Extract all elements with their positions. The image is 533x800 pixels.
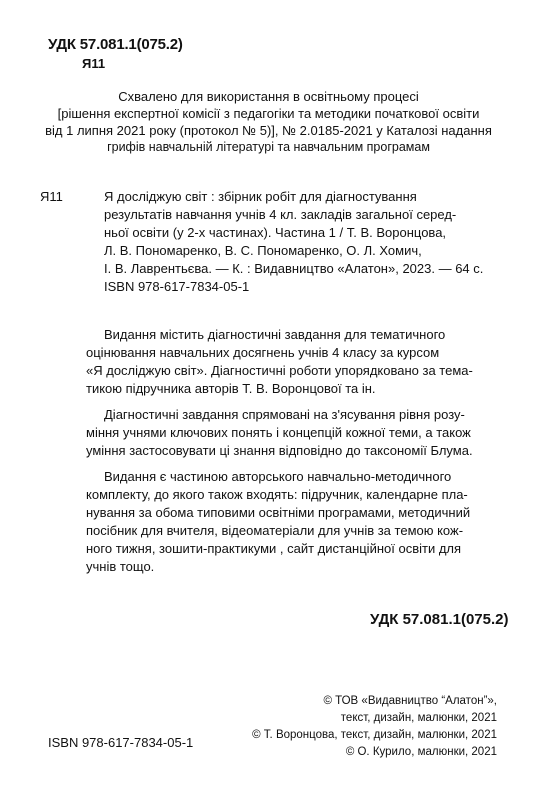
approval-notice — [40, 88, 497, 156]
abstract-paragraph — [86, 468, 500, 576]
udk-code-top: УДК 57.081.1(075.2) — [48, 36, 183, 53]
abstract-line: посібник для вчителя, відеоматеріали для учнів за темою кож- — [86, 523, 464, 538]
biblio-index: Я11 — [40, 189, 63, 204]
abstract-paragraph — [86, 406, 500, 460]
biblio-isbn: ISBN 978-617-7834-05-1 — [104, 279, 250, 294]
abstract-paragraph — [86, 326, 500, 398]
biblio-line: результатів навчання учнів 4 кл. закладів загальної серед- — [104, 207, 457, 222]
abstract-line: нування за обома типовими освітніми програмами, методичний — [86, 505, 471, 520]
abstract-line: Видання є частиною авторського навчально-методичного — [104, 469, 452, 484]
copyright-line: © ТОВ «Видавництво “Алатон”», — [323, 695, 497, 707]
isbn-bottom: ISBN 978-617-7834-05-1 — [48, 735, 194, 750]
biblio-description — [104, 188, 500, 296]
copyright-block — [252, 693, 497, 761]
approval-line: грифів навчальній літературі та навчальним програмам — [107, 140, 430, 154]
copyright-line: © Т. Воронцова, текст, дизайн, малюнки, 2021 — [252, 729, 497, 741]
biblio-line: Я досліджую світ : збірник робіт для діагностування — [104, 189, 417, 204]
abstract-line: міння учнями ключових понять і концепцій кожної теми, а також — [86, 425, 471, 440]
approval-line: від 1 липня 2021 року (протокол № 5)], № 2.0185-2021 у Каталозі надання — [45, 123, 492, 138]
bibliographic-record — [40, 188, 500, 296]
abstract-line: Видання містить діагностичні завдання для тематичного — [104, 327, 446, 342]
biblio-line: Л. В. Пономаренко, В. С. Пономаренко, О. Л. Хомич, — [104, 243, 422, 258]
copyright-line: © О. Курило, малюнки, 2021 — [345, 746, 497, 758]
abstract-line: тикою підручника авторів Т. В. Воронцової та ін. — [86, 381, 376, 396]
biblio-line: ньої освіти (у 2-х частинах). Частина 1 / Т. В. Воронцова, — [104, 225, 447, 240]
abstract-line: учнів тощо. — [86, 559, 155, 574]
abstract-line: уміння застосовувати ці знання відповідно до таксономії Блума. — [86, 443, 473, 458]
approval-line: [рішення експертної комісії з педагогіки та методики початкової освіти — [57, 106, 480, 121]
abstract-line: комплекту, до якого також входять: підручник, календарне пла- — [86, 487, 468, 502]
approval-line: Схвалено для використання в освітньому процесі — [118, 89, 419, 104]
abstract-line: оцінювання навчальних досягнень учнів 4 класу за курсом — [86, 345, 440, 360]
abstract-line: ного тижня, зошити-практикуми , сайт дистанційної освіти для — [86, 541, 462, 556]
author-index-top: Я11 — [82, 56, 106, 71]
biblio-line: І. В. Лаврентьєва. — К. : Видавництво «Алатон», 2023. — 64 с. — [104, 261, 484, 276]
udk-code-bottom: УДК 57.081.1(075.2) — [370, 611, 509, 628]
abstract-line: Діагностичні завдання спрямовані на з'ясування рівня розу- — [104, 407, 465, 422]
copyright-line: текст, дизайн, малюнки, 2021 — [340, 712, 497, 724]
abstract — [86, 326, 500, 584]
abstract-line: «Я досліджую світ». Діагностичні роботи упорядковано за тема- — [86, 363, 473, 378]
